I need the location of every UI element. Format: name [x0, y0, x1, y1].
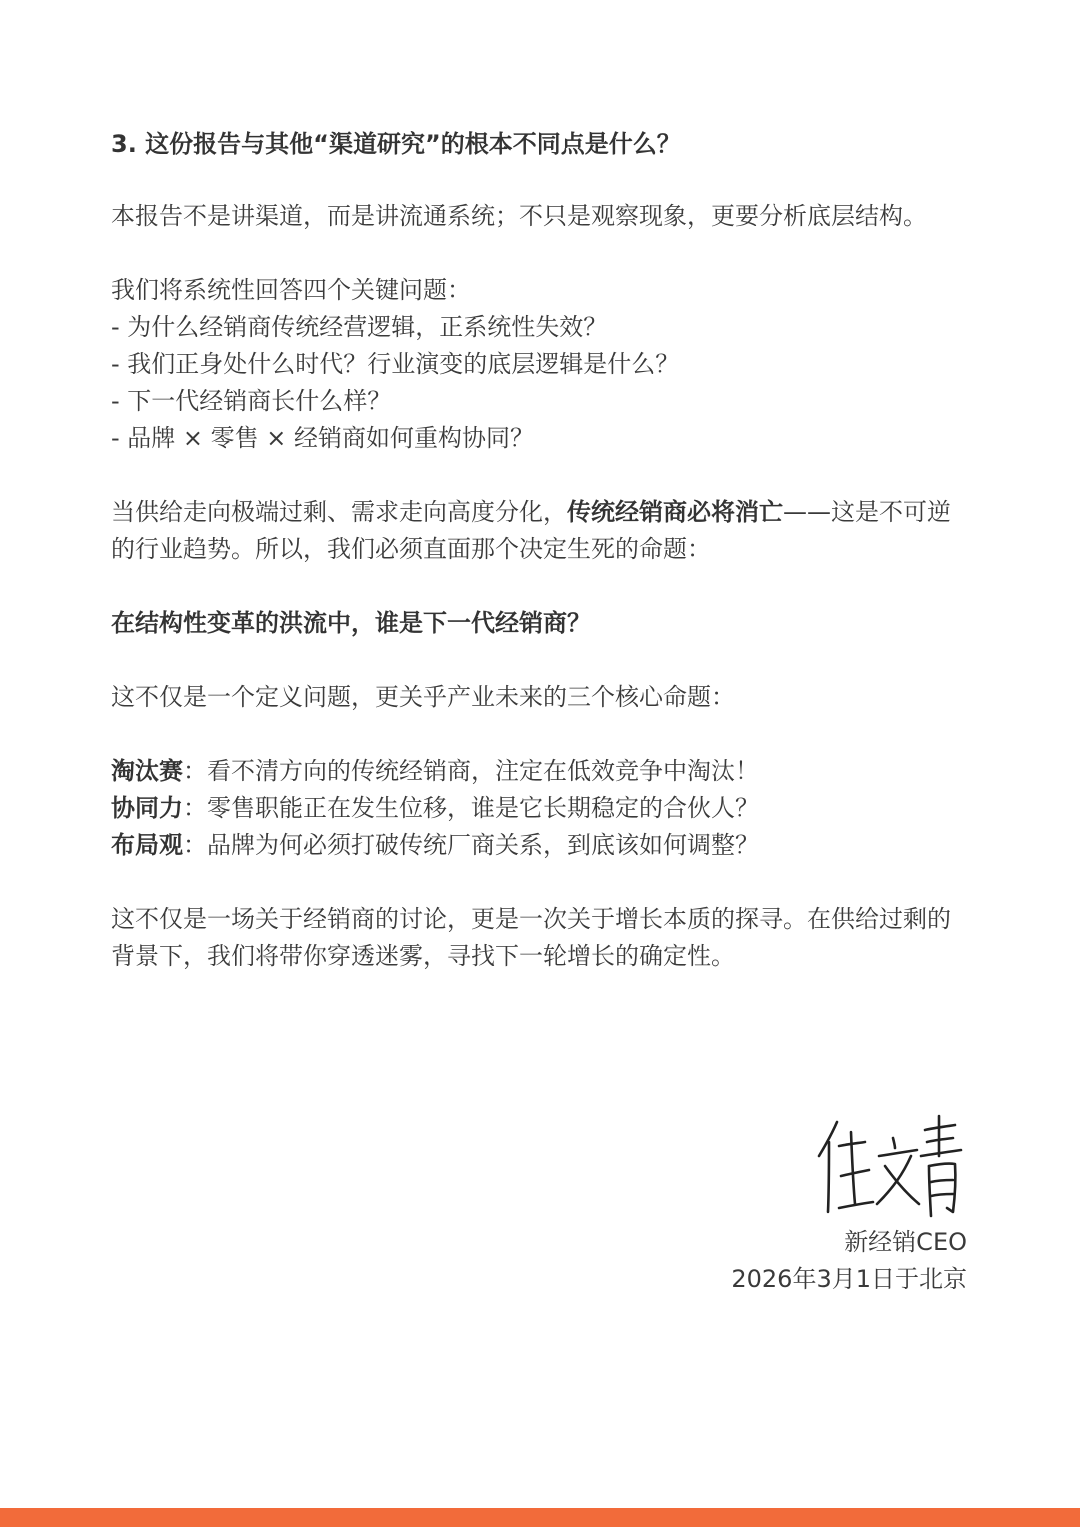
closing-paragraph: 这不仅是一场关于经销商的讨论，更是一次关于增长本质的探寻。在供给过剩的背景下，我们将带你穿透迷雾，寻找下一轮增长的确定性。	[111, 905, 951, 970]
trend-paragraph	[111, 494, 971, 568]
signer-title: 新经销CEO	[844, 1228, 967, 1256]
proposition-item	[111, 753, 971, 790]
proposition-term: 协同力	[111, 794, 183, 822]
signature-date-place: 2026年3月1日于北京	[731, 1265, 967, 1293]
proposition-item	[111, 827, 971, 864]
key-question: 在结构性变革的洪流中，谁是下一代经销商？	[111, 609, 591, 637]
section-heading: 3. 这份报告与其他“渠道研究”的根本不同点是什么？	[111, 130, 681, 158]
propositions-block	[111, 753, 971, 864]
definition-lead: 这不仅是一个定义问题，更关乎产业未来的三个核心命题：	[111, 683, 735, 711]
question-item: - 下一代经销商长什么样？	[111, 387, 392, 415]
report-section	[111, 126, 971, 975]
trend-emphasis: 传统经销商必将消亡	[567, 498, 783, 526]
handwritten-signature	[815, 1112, 965, 1222]
proposition-term: 布局观	[111, 831, 183, 859]
intro-paragraph: 本报告不是讲渠道，而是讲流通系统；不只是观察现象，更要分析底层结构。	[111, 202, 927, 230]
proposition-item	[111, 790, 971, 827]
signature-caption	[731, 1224, 967, 1298]
proposition-text: ：看不清方向的传统经销商，注定在低效竞争中淘汰！	[183, 757, 759, 785]
questions-lead: 我们将系统性回答四个关键问题：	[111, 276, 471, 304]
question-item: - 品牌 × 零售 × 经销商如何重构协同？	[111, 424, 535, 452]
question-item: - 我们正身处什么时代？行业演变的底层逻辑是什么？	[111, 350, 680, 378]
question-item: - 为什么经销商传统经营逻辑，正系统性失效？	[111, 313, 608, 341]
trend-text: 当供给走向极端过剩、需求走向高度分化，	[111, 498, 567, 526]
proposition-term: 淘汰赛	[111, 757, 183, 785]
bottom-accent-bar	[0, 1508, 1080, 1527]
questions-block	[111, 272, 971, 457]
proposition-text: ：品牌为何必须打破传统厂商关系，到底该如何调整？	[183, 831, 759, 859]
trend-text: ——这是不可逆的行业趋势。所以，我们必须直面那个决定生死的命题：	[111, 498, 951, 563]
proposition-text: ：零售职能正在发生位移，谁是它长期稳定的合伙人？	[183, 794, 759, 822]
